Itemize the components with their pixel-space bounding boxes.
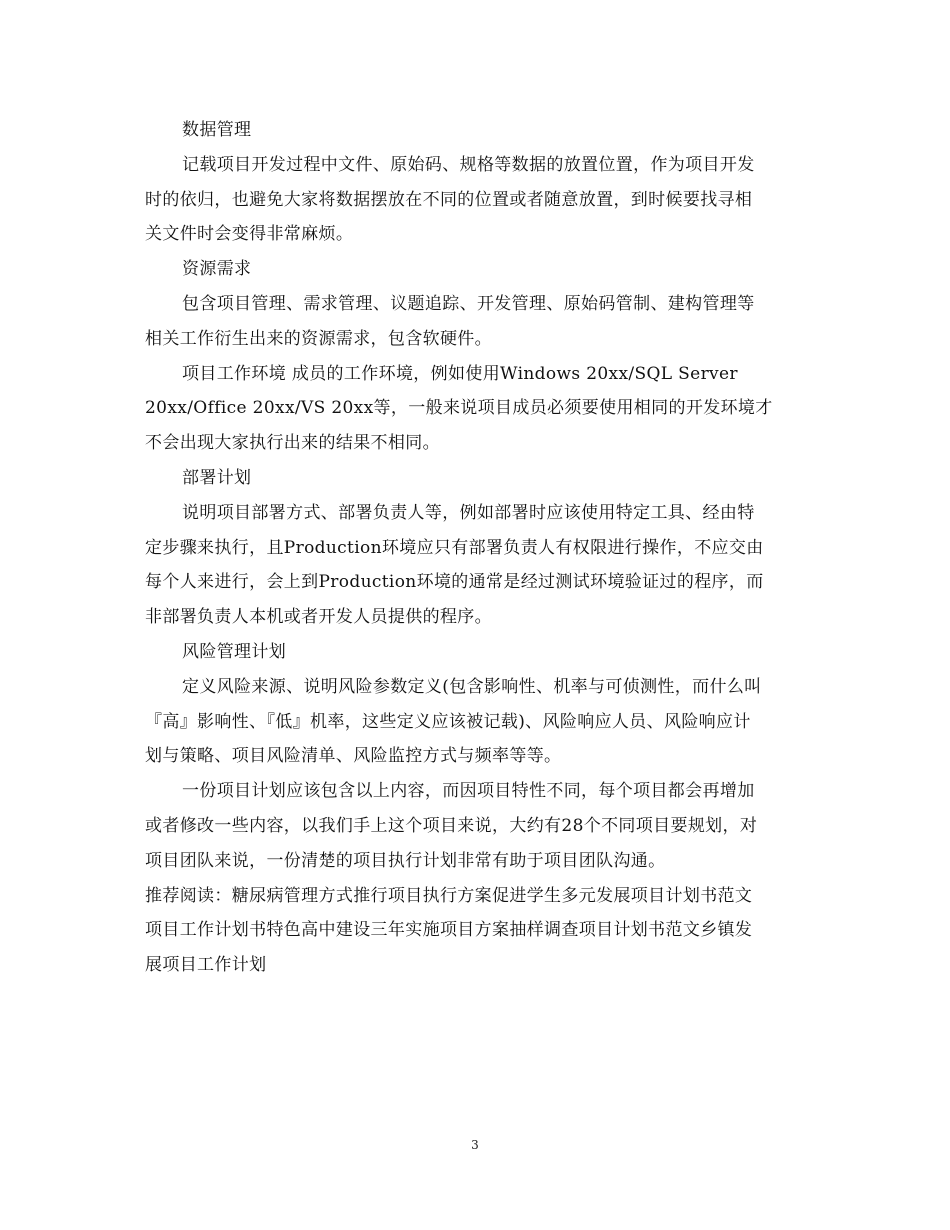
text-line: 关文件时会变得非常麻烦。 <box>145 224 354 245</box>
page-number: 3 <box>471 1138 479 1152</box>
text-line: 相关工作衍生出来的资源需求，包含软硬件。 <box>145 328 492 349</box>
text-line: 『高』影响性、『低』机率，这些定义应该被记载)、风险响应人员、风险响应计 <box>145 711 751 732</box>
text-line: 推荐阅读：糖尿病管理方式推行项目执行方案促进学生多元发展项目计划书范文 <box>145 885 753 906</box>
text-line: 每个人来进行，会上到Production环境的通常是经过测试环境验证过的程序，而 <box>145 572 764 593</box>
document-body <box>145 113 807 983</box>
text-line: 或者修改一些内容，以我们手上这个项目来说，大约有28个不同项目要规划，对 <box>145 815 758 836</box>
text-line: 不会出现大家执行出来的结果不相同。 <box>145 433 440 454</box>
text-line: 展项目工作计划 <box>145 955 267 976</box>
text-line: 数据管理 <box>182 120 252 140</box>
text-line: 定步骤来执行，且Production环境应只有部署负责人有权限进行操作，不应交由 <box>145 537 764 558</box>
text-line: 资源需求 <box>182 259 252 280</box>
text-line: 定义风险来源、说明风险参数定义(包含影响性、机率与可侦测性，而什么叫 <box>182 676 762 697</box>
text-line: 时的依归，也避免大家将数据摆放在不同的位置或者随意放置，到时候要找寻相 <box>145 189 753 210</box>
text-line: 项目工作环境 成员的工作环境，例如使用Windows 20xx/SQL Server <box>182 363 738 384</box>
text-line: 说明项目部署方式、部署负责人等，例如部署时应该使用特定工具、经由特 <box>182 502 755 523</box>
text-line: 包含项目管理、需求管理、议题追踪、开发管理、原始码管制、建构管理等 <box>182 293 755 314</box>
text-line: 20xx/Office 20xx/VS 20xx等，一般来说项目成员必须要使用相同的开发环境才 <box>145 398 773 419</box>
text-line: 项目团队来说，一份清楚的项目执行计划非常有助于项目团队沟通。 <box>145 850 666 871</box>
text-line: 一份项目计划应该包含以上内容，而因项目特性不同，每个项目都会再增加 <box>182 781 755 802</box>
text-line: 记载项目开发过程中文件、原始码、规格等数据的放置位置，作为项目开发 <box>182 154 755 175</box>
text-line: 项目工作计划书特色高中建设三年实施项目方案抽样调查项目计划书范文乡镇发 <box>145 920 753 941</box>
text-line: 风险管理计划 <box>182 641 287 662</box>
text-line: 部署计划 <box>182 467 252 488</box>
text-line: 非部署负责人本机或者开发人员提供的程序。 <box>145 607 492 628</box>
text-line: 划与策略、项目风险清单、风险监控方式与频率等等。 <box>145 746 562 767</box>
